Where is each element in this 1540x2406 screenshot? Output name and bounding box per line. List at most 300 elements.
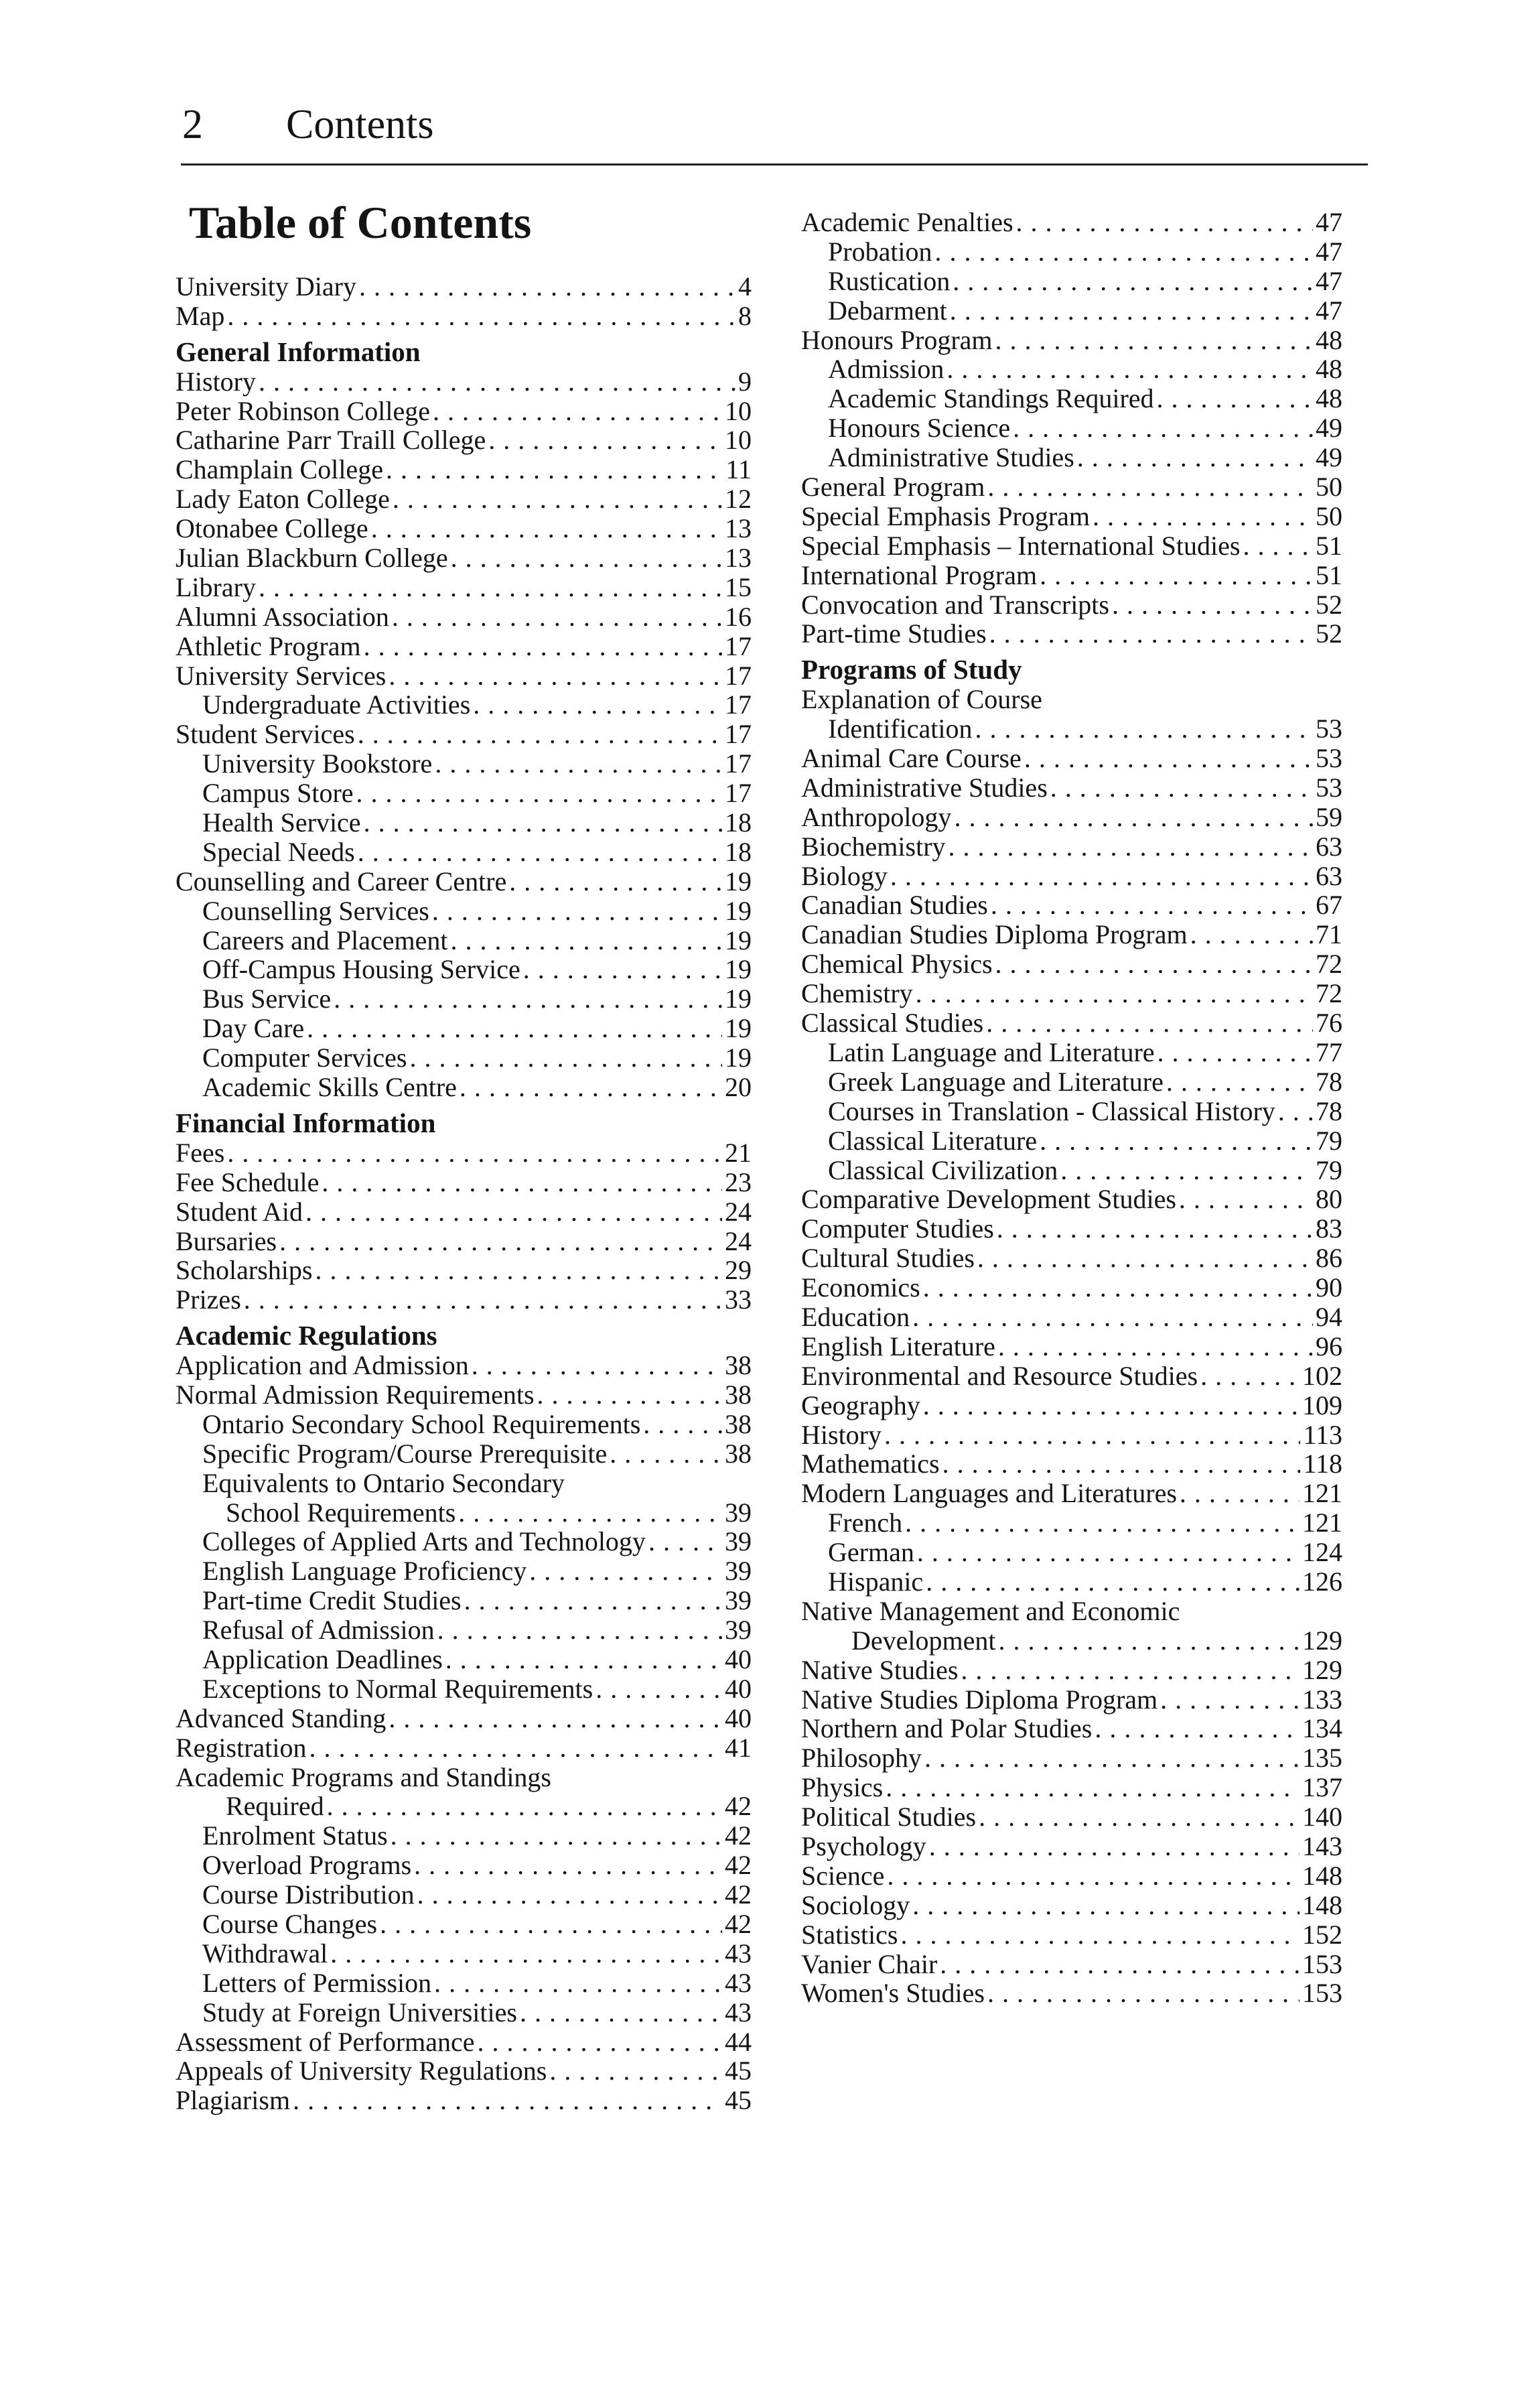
toc-page-number: 40 <box>725 1702 752 1733</box>
toc-dot-leader <box>1200 1361 1300 1391</box>
toc-entry-title: Study at Foreign Universities <box>202 1997 517 2027</box>
toc-entry-title: Philosophy <box>801 1743 922 1774</box>
toc-entry[interactable] <box>176 302 752 331</box>
toc-entry[interactable] <box>176 896 752 926</box>
toc-entry[interactable] <box>176 573 752 602</box>
toc-dot-leader <box>386 455 723 484</box>
toc-page-number: 17 <box>725 660 752 691</box>
toc-entry[interactable] <box>176 1586 752 1615</box>
toc-entry[interactable] <box>176 367 752 397</box>
toc-entry-title: English Literature <box>801 1331 995 1361</box>
toc-entry[interactable] <box>176 1674 752 1704</box>
toc-entry[interactable] <box>176 955 752 984</box>
toc-entry-title: Northern and Polar Studies <box>801 1713 1093 1744</box>
toc-entry[interactable] <box>176 1645 752 1674</box>
toc-entry[interactable] <box>801 832 1342 862</box>
toc-entry[interactable] <box>176 1197 752 1227</box>
toc-page-number: 19 <box>725 1043 752 1073</box>
toc-entry[interactable] <box>801 1067 1342 1097</box>
toc-page-number: 109 <box>1302 1390 1342 1420</box>
toc-entry[interactable] <box>176 1851 752 1880</box>
toc-entry[interactable] <box>176 1285 752 1315</box>
toc-dot-leader <box>1093 502 1313 531</box>
toc-entry-title: Biology <box>801 860 888 891</box>
toc-page-number: 17 <box>725 748 752 779</box>
toc-page-number: 38 <box>725 1438 752 1469</box>
toc-right-column <box>801 208 1342 2008</box>
toc-entry-title: Special Emphasis Program <box>801 500 1091 531</box>
toc-entry-title: Assessment of Performance <box>176 2026 475 2057</box>
toc-dot-leader <box>648 1527 722 1556</box>
toc-page-number: 129 <box>1302 1625 1342 1656</box>
toc-entry-title: Computer Studies <box>801 1213 994 1244</box>
toc-section-heading <box>801 655 1342 685</box>
toc-entry[interactable] <box>801 1008 1342 1038</box>
toc-entry-title: Enrolment Status <box>202 1820 388 1851</box>
toc-entry[interactable] <box>176 1704 752 1733</box>
toc-entry-title: Equivalents to Ontario Secondary <box>202 1467 565 1498</box>
toc-entry[interactable] <box>801 296 1342 326</box>
toc-dot-leader <box>410 1043 723 1073</box>
toc-entry[interactable] <box>176 602 752 632</box>
toc-entry[interactable] <box>801 443 1342 472</box>
toc-entry[interactable] <box>801 1302 1342 1332</box>
toc-dot-leader <box>610 1439 722 1469</box>
toc-dot-leader <box>529 1556 722 1586</box>
toc-entry-title: Economics <box>801 1272 920 1303</box>
toc-entry[interactable] <box>176 1380 752 1410</box>
toc-entry-title: Modern Languages and Literatures <box>801 1478 1177 1509</box>
toc-page-number: 19 <box>725 925 752 955</box>
toc-page-number: 19 <box>725 984 752 1014</box>
toc-entry-title: Classical Studies <box>801 1008 984 1039</box>
toc-page-number: 20 <box>725 1072 752 1103</box>
toc-entry-title: Special Needs <box>202 836 355 867</box>
toc-entry[interactable] <box>801 472 1342 502</box>
toc-entry[interactable] <box>801 1950 1342 1979</box>
toc-page-number: 129 <box>1302 1654 1342 1685</box>
toc-dot-leader <box>935 237 1313 267</box>
toc-entry[interactable] <box>176 690 752 720</box>
toc-entry[interactable] <box>801 1185 1342 1214</box>
toc-entry-title: Administrative Studies <box>828 442 1074 473</box>
toc-entry[interactable] <box>801 237 1342 267</box>
toc-page-number: 118 <box>1303 1449 1342 1479</box>
toc-entry-title: Mathematics <box>801 1449 940 1479</box>
toc-page-number: 43 <box>725 1938 752 1968</box>
toc-entry[interactable] <box>801 685 1342 714</box>
toc-entry[interactable] <box>801 862 1342 891</box>
toc-entry[interactable] <box>176 1792 752 1821</box>
toc-entry[interactable] <box>176 1498 752 1528</box>
toc-dot-leader <box>451 926 722 955</box>
toc-dot-leader <box>884 1420 1300 1450</box>
toc-entry-title: Physics <box>801 1772 884 1803</box>
toc-entry[interactable] <box>176 1256 752 1285</box>
toc-entry-title: Student Aid <box>176 1196 303 1227</box>
toc-dot-leader <box>432 896 722 926</box>
toc-page-number: 11 <box>725 454 752 485</box>
toc-entry-title: Greek Language and Literature <box>828 1066 1164 1097</box>
toc-dot-leader <box>1013 413 1313 443</box>
toc-dot-leader <box>293 2086 722 2115</box>
toc-entry-title: Plagiarism <box>176 2085 291 2116</box>
toc-dot-leader <box>305 1197 722 1227</box>
toc-entry-title: Environmental and Resource Studies <box>801 1360 1198 1391</box>
toc-entry[interactable] <box>801 1685 1342 1715</box>
toc-entry[interactable] <box>176 838 752 867</box>
toc-page-number: 67 <box>1316 890 1342 921</box>
toc-entry-title: School Requirements <box>226 1497 456 1528</box>
toc-entry-title: Rustication <box>828 265 951 296</box>
toc-entry[interactable] <box>176 397 752 426</box>
toc-entry[interactable] <box>176 1227 752 1256</box>
toc-entry-title: Chemical Physics <box>801 949 993 980</box>
toc-entry-title: Map <box>176 300 225 331</box>
toc-dot-leader <box>1112 590 1313 620</box>
toc-entry[interactable] <box>176 484 752 514</box>
toc-left-column <box>176 272 752 2115</box>
toc-dot-leader <box>473 690 722 720</box>
toc-dot-leader <box>942 1449 1301 1479</box>
toc-entry[interactable] <box>801 1920 1342 1950</box>
toc-entry-title: Peter Robinson College <box>176 395 430 426</box>
toc-entry[interactable] <box>801 619 1342 649</box>
toc-page-number: 49 <box>1316 413 1342 444</box>
toc-entry[interactable] <box>176 1014 752 1043</box>
toc-entry[interactable] <box>801 1126 1342 1156</box>
toc-entry[interactable] <box>801 1332 1342 1361</box>
toc-page-number: 53 <box>1316 743 1342 774</box>
toc-entry[interactable] <box>801 979 1342 1008</box>
toc-entry[interactable] <box>801 1891 1342 1920</box>
toc-entry[interactable] <box>176 984 752 1014</box>
toc-dot-leader <box>916 979 1313 1008</box>
toc-page-number: 17 <box>725 719 752 750</box>
toc-page-number: 53 <box>1316 714 1342 744</box>
toc-entry[interactable] <box>801 920 1342 949</box>
toc-page-number: 121 <box>1302 1508 1342 1538</box>
toc-dot-leader <box>1158 1038 1313 1067</box>
toc-page-number: 29 <box>725 1255 752 1286</box>
toc-entry[interactable] <box>801 1567 1342 1597</box>
toc-page-number: 134 <box>1302 1713 1342 1744</box>
toc-entry-title: Application Deadlines <box>202 1644 443 1674</box>
toc-entry[interactable] <box>176 2027 752 2057</box>
toc-page-number: 78 <box>1316 1066 1342 1097</box>
toc-entry[interactable] <box>176 632 752 661</box>
toc-page-number: 38 <box>725 1350 752 1381</box>
toc-page-number: 12 <box>725 484 752 515</box>
toc-entry[interactable] <box>801 590 1342 620</box>
toc-entry[interactable] <box>801 326 1342 355</box>
toc-entry[interactable] <box>176 1168 752 1197</box>
toc-page-number: 51 <box>1316 530 1342 561</box>
toc-entry-title: Course Changes <box>202 1908 378 1939</box>
toc-entry[interactable] <box>801 1714 1342 1743</box>
toc-entry-title: German <box>828 1537 914 1568</box>
toc-page-number: 43 <box>725 1967 752 1998</box>
toc-entry[interactable] <box>801 1244 1342 1273</box>
toc-entry-title: Scholarships <box>176 1255 313 1286</box>
toc-entry[interactable] <box>801 1097 1342 1126</box>
toc-section-heading <box>176 1321 752 1351</box>
toc-dot-leader <box>953 267 1313 296</box>
toc-entry[interactable] <box>176 749 752 779</box>
toc-entry[interactable] <box>176 514 752 543</box>
toc-dot-leader <box>259 573 722 602</box>
toc-page-number: 153 <box>1302 1978 1342 2009</box>
toc-page-number: 23 <box>725 1166 752 1197</box>
toc-entry[interactable] <box>801 267 1342 296</box>
toc-entry[interactable] <box>801 413 1342 443</box>
toc-entry-title: Refusal of Admission <box>202 1615 435 1646</box>
toc-entry[interactable] <box>801 531 1342 561</box>
toc-page-number: 10 <box>725 395 752 426</box>
toc-dot-leader <box>327 1792 722 1821</box>
toc-page-number: 121 <box>1302 1478 1342 1509</box>
toc-entry[interactable] <box>801 1361 1342 1391</box>
toc-dot-leader <box>549 2056 722 2086</box>
toc-entry[interactable] <box>176 272 752 302</box>
toc-entry[interactable] <box>176 2086 752 2115</box>
toc-entry[interactable] <box>801 1449 1342 1479</box>
toc-page-number: 33 <box>725 1284 752 1315</box>
toc-entry-title: Courses in Translation - Classical History <box>828 1095 1275 1126</box>
toc-page-number: 18 <box>725 836 752 867</box>
toc-entry[interactable] <box>176 1073 752 1102</box>
toc-dot-leader <box>478 2027 722 2057</box>
toc-entry[interactable] <box>176 926 752 955</box>
toc-entry[interactable] <box>176 543 752 573</box>
toc-page-number: 19 <box>725 866 752 896</box>
toc-entry[interactable] <box>176 1439 752 1469</box>
toc-entry-title: Library <box>176 572 256 602</box>
toc-entry-title: Alumni Association <box>176 601 389 632</box>
toc-entry[interactable] <box>801 1802 1342 1832</box>
toc-page-number: 39 <box>725 1526 752 1557</box>
toc-entry[interactable] <box>176 1821 752 1851</box>
toc-entry-title: History <box>801 1419 882 1450</box>
toc-entry[interactable] <box>801 384 1342 413</box>
toc-entry-title: English Language Proficiency <box>202 1556 527 1587</box>
toc-entry-title: Explanation of Course <box>801 684 1042 715</box>
toc-page-number: 17 <box>725 630 752 661</box>
toc-dot-leader <box>991 890 1313 920</box>
toc-page-number: 13 <box>725 513 752 544</box>
toc-entry[interactable] <box>176 1939 752 1968</box>
toc-entry[interactable] <box>801 1508 1342 1538</box>
toc-entry[interactable] <box>176 1469 752 1498</box>
toc-entry[interactable] <box>801 1391 1342 1420</box>
toc-dot-leader <box>464 1586 722 1615</box>
toc-entry[interactable] <box>176 720 752 749</box>
toc-page-number: 49 <box>1316 442 1342 473</box>
toc-dot-leader <box>330 1939 722 1968</box>
toc-entry[interactable] <box>176 455 752 484</box>
toc-entry-title: Ontario Secondary School Requirements <box>202 1408 641 1439</box>
toc-entry-title: Prizes <box>176 1284 241 1315</box>
toc-entry[interactable] <box>176 2056 752 2086</box>
toc-entry-title: Careers and Placement <box>202 925 448 955</box>
toc-entry-title: Course Distribution <box>202 1879 415 1910</box>
toc-entry[interactable] <box>801 354 1342 384</box>
toc-page-number: 39 <box>725 1497 752 1528</box>
toc-entry-title: Academic Programs and Standings <box>176 1761 551 1792</box>
toc-page-number: 135 <box>1302 1743 1342 1774</box>
toc-dot-leader <box>1024 744 1313 773</box>
toc-entry-title: Biochemistry <box>801 831 946 862</box>
toc-entry[interactable] <box>801 502 1342 531</box>
toc-dot-leader <box>417 1880 722 1910</box>
toc-dot-leader <box>359 272 736 302</box>
toc-entry[interactable] <box>801 1832 1342 1861</box>
toc-dot-leader <box>279 1227 722 1256</box>
toc-entry-title: Undergraduate Activities <box>202 689 471 720</box>
toc-dot-leader <box>989 619 1313 649</box>
toc-page-number: 17 <box>725 689 752 720</box>
toc-dot-leader <box>998 1332 1313 1361</box>
toc-entry[interactable] <box>801 714 1342 744</box>
toc-entry[interactable] <box>176 1556 752 1586</box>
toc-entry-title: Application and Admission <box>176 1350 469 1381</box>
toc-page-number: 77 <box>1316 1037 1342 1067</box>
toc-entry-title: History <box>176 366 256 397</box>
toc-page-number: 4 <box>738 271 752 302</box>
toc-dot-leader <box>537 1380 722 1410</box>
toc-entry-title: Computer Services <box>202 1043 407 1073</box>
toc-entry[interactable] <box>801 1743 1342 1773</box>
toc-entry[interactable] <box>801 744 1342 773</box>
toc-entry[interactable] <box>801 890 1342 920</box>
toc-entry[interactable] <box>801 1038 1342 1067</box>
toc-dot-leader <box>887 1861 1300 1891</box>
toc-entry[interactable] <box>801 1597 1342 1626</box>
toc-entry[interactable] <box>176 1998 752 2027</box>
toc-entry[interactable] <box>801 803 1342 832</box>
toc-page-number: 17 <box>725 778 752 809</box>
toc-page-number: 79 <box>1316 1125 1342 1156</box>
toc-entry[interactable] <box>176 779 752 808</box>
toc-dot-leader <box>371 514 722 543</box>
toc-dot-leader <box>380 1910 722 1939</box>
toc-entry[interactable] <box>801 1626 1342 1656</box>
toc-entry-title: General Program <box>801 472 985 503</box>
toc-entry-title: Athletic Program <box>176 630 361 661</box>
toc-entry-title: Classical Civilization <box>828 1154 1058 1185</box>
toc-entry-title: Native Studies <box>801 1654 959 1685</box>
toc-entry[interactable] <box>176 867 752 896</box>
toc-entry[interactable] <box>176 1527 752 1556</box>
toc-page-number: 47 <box>1316 236 1342 267</box>
toc-dot-leader <box>900 1920 1300 1950</box>
toc-entry[interactable] <box>801 208 1342 237</box>
toc-entry[interactable] <box>176 1763 752 1792</box>
toc-entry[interactable] <box>176 1043 752 1073</box>
toc-entry[interactable] <box>801 1656 1342 1685</box>
toc-page-number: 42 <box>725 1908 752 1939</box>
toc-entry-title: Latin Language and Literature <box>828 1037 1155 1067</box>
toc-entry-title: Campus Store <box>202 778 354 809</box>
toc-dot-leader <box>999 1626 1300 1656</box>
toc-dot-leader <box>1050 773 1313 803</box>
toc-entry[interactable] <box>801 1420 1342 1450</box>
toc-entry-title: Hispanic <box>828 1566 924 1597</box>
toc-dot-leader <box>509 867 722 896</box>
toc-entry[interactable] <box>801 1861 1342 1891</box>
toc-dot-leader <box>975 714 1313 744</box>
toc-entry[interactable] <box>801 561 1342 590</box>
toc-entry[interactable] <box>176 808 752 838</box>
toc-entry[interactable] <box>801 949 1342 979</box>
toc-page-number: 79 <box>1316 1154 1342 1185</box>
toc-entry[interactable] <box>176 1615 752 1645</box>
toc-dot-leader <box>995 949 1313 979</box>
toc-dot-leader <box>890 862 1313 891</box>
toc-dot-leader <box>912 1891 1300 1920</box>
toc-page-number: 148 <box>1302 1860 1342 1891</box>
toc-entry[interactable] <box>801 1214 1342 1244</box>
toc-page-number: 39 <box>725 1556 752 1587</box>
toc-entry[interactable] <box>176 425 752 455</box>
toc-entry-title: University Bookstore <box>202 748 433 779</box>
toc-page-number: 72 <box>1316 978 1342 1009</box>
toc-dot-leader <box>886 1773 1300 1802</box>
toc-page-number: 143 <box>1302 1830 1342 1861</box>
toc-page-number: 45 <box>725 2085 752 2116</box>
running-header <box>182 101 433 149</box>
toc-entry[interactable] <box>176 1733 752 1763</box>
toc-entry[interactable] <box>176 661 752 691</box>
toc-page-number: 39 <box>725 1615 752 1646</box>
toc-entry-title: Geography <box>801 1390 920 1420</box>
toc-dot-leader <box>356 779 722 808</box>
toc-page-number: 9 <box>738 366 752 397</box>
toc-page-number: 44 <box>725 2026 752 2057</box>
toc-entry-title: Overload Programs <box>202 1850 412 1881</box>
toc-entry[interactable] <box>176 1138 752 1168</box>
toc-entry[interactable] <box>801 1538 1342 1567</box>
toc-dot-leader <box>358 838 722 867</box>
toc-page-number: 52 <box>1316 589 1342 620</box>
toc-page-number: 76 <box>1316 1008 1342 1039</box>
toc-dot-leader <box>472 1351 722 1380</box>
toc-entry[interactable] <box>801 1156 1342 1185</box>
toc-dot-leader <box>1060 1156 1313 1185</box>
toc-entry[interactable] <box>801 1479 1342 1508</box>
toc-section-heading <box>176 1109 752 1138</box>
toc-entry[interactable] <box>176 1880 752 1910</box>
toc-entry[interactable] <box>176 1910 752 1939</box>
toc-entry[interactable] <box>801 1979 1342 2008</box>
toc-entry-title: Canadian Studies Diploma Program <box>801 919 1188 950</box>
toc-entry[interactable] <box>176 1968 752 1998</box>
toc-entry[interactable] <box>176 1410 752 1439</box>
toc-entry-title: Julian Blackburn College <box>176 543 448 574</box>
toc-entry-title: Cultural Studies <box>801 1243 975 1274</box>
toc-dot-leader <box>912 1302 1313 1332</box>
toc-dot-leader <box>1160 1685 1300 1715</box>
toc-entry[interactable] <box>176 1351 752 1380</box>
toc-entry[interactable] <box>801 773 1342 803</box>
toc-dot-leader <box>1190 920 1313 949</box>
toc-dot-leader <box>227 302 736 331</box>
toc-dot-leader <box>1077 443 1313 472</box>
toc-page-number: 19 <box>725 895 752 926</box>
page-number: 2 <box>182 102 203 147</box>
toc-entry[interactable] <box>801 1273 1342 1302</box>
toc-entry[interactable] <box>801 1773 1342 1802</box>
